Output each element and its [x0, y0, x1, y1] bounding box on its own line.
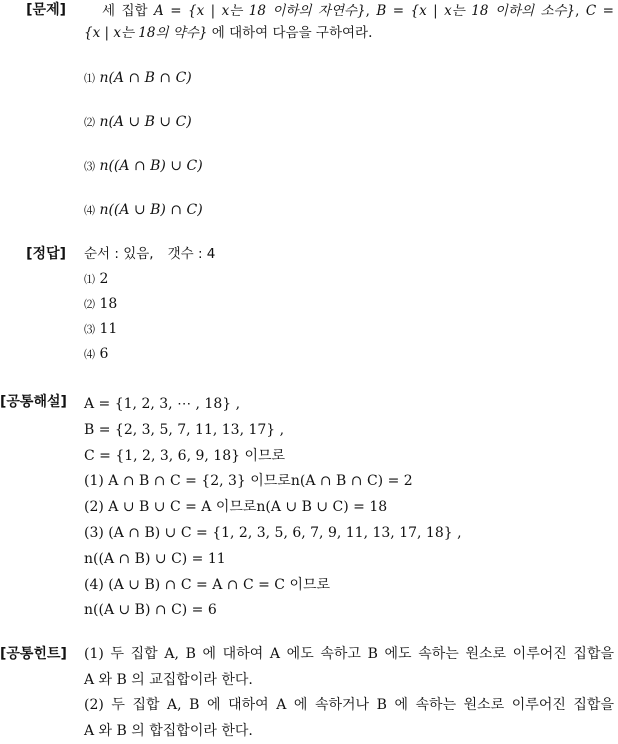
hint-paragraph-1-line-1: (1) 두 집합 A, B 에 대하여 A 에도 속하고 B 에도 속하는 원소로 이루어진 집합을: [84, 642, 614, 668]
solution-line: B = {2, 3, 5, 7, 11, 13, 17} ,: [84, 418, 614, 444]
answer-label: [정답]: [0, 244, 66, 264]
problem-section: [0, 0, 618, 224]
hint-paragraph-2-line-1: (2) 두 집합 A, B 에 대하여 A 에 속하거나 B 에 속하는 원소로 이루어진 집합을: [84, 693, 614, 719]
solution-label: [공통해설]: [0, 392, 68, 412]
solution-line: n((A ∩ B) ∪ C) = 11: [84, 547, 614, 573]
solution-line: (2) A ∪ B ∪ C = A 이므로n(A ∪ B ∪ C) = 18: [84, 495, 614, 521]
answer-item: ⑴ 2: [84, 269, 108, 290]
solution-body: [84, 392, 614, 624]
answer-count: 갯수 : 4: [168, 246, 216, 262]
answer-meta: [84, 244, 614, 264]
problem-statement-line-1: 세 집합 A = {x | x는 18 이하의 자연수}, B = {x | x는 18 이하의 소수}, C =: [84, 0, 614, 22]
problem-item: ⑶ n((A ∩ B) ∪ C): [84, 156, 203, 177]
problem-label: [문제]: [0, 0, 66, 20]
solution-line: (4) (A ∪ B) ∩ C = A ∩ C = C 이므로: [84, 573, 614, 599]
solution-line: (3) (A ∩ B) ∪ C = {1, 2, 3, 5, 6, 7, 9, 11, 13, 17, 18} ,: [84, 521, 614, 547]
solution-line: C = {1, 2, 3, 6, 9, 18} 이므로: [84, 444, 614, 470]
answer-item: ⑷ 6: [84, 344, 108, 365]
solution-line: (1) A ∩ B ∩ C = {2, 3} 이므로n(A ∩ B ∩ C) = 2: [84, 469, 614, 495]
problem-item: ⑷ n((A ∪ B) ∩ C): [84, 200, 203, 221]
answer-section: [0, 244, 618, 370]
problem-item: ⑴ n(A ∩ B ∩ C): [84, 68, 192, 89]
answer-item: ⑶ 11: [84, 319, 117, 340]
answer-item: ⑵ 18: [84, 294, 117, 315]
hint-section: [0, 642, 618, 738]
problem-statement-line-2: {x | x는 18의 약수} 에 대하여 다음을 구하여라.: [84, 22, 614, 44]
solution-line: A = {1, 2, 3, ⋯ , 18} ,: [84, 392, 614, 418]
hint-body: [84, 642, 614, 744]
solution-section: [0, 392, 618, 624]
problem-body: [84, 0, 614, 44]
hint-paragraph-1-line-2: A 와 B 의 교집합이라 한다.: [84, 668, 614, 694]
hint-paragraph-2-line-2: A 와 B 의 합집합이라 한다.: [84, 719, 614, 744]
problem-item: ⑵ n(A ∪ B ∪ C): [84, 112, 192, 133]
answer-order: 순서 : 있음,: [84, 246, 154, 262]
solution-line: n((A ∪ B) ∩ C) = 6: [84, 598, 614, 624]
hint-label: [공통힌트]: [0, 644, 68, 664]
answer-body: [84, 244, 614, 264]
